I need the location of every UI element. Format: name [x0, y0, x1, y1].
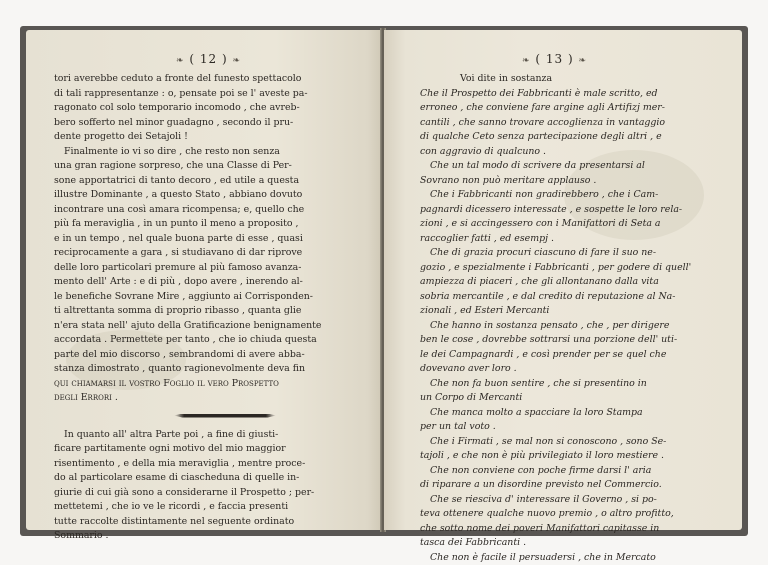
text-line: giurie di cui già sono a considerarne il Prospetto ; per-: [54, 486, 366, 501]
text-line: Che i Fabbricanti non gradirebbero , che i Cam-: [420, 188, 730, 203]
text-line: Che non conviene con poche firme darsi l' aria: [420, 464, 730, 479]
text-line: con aggravio di qualcuno .: [420, 145, 730, 160]
text-line: illustre Dominante , a questo Stato , abbiano dovuto: [54, 188, 366, 203]
text-line: Che di grazia procuri ciascuno di fare il suo ne-: [420, 246, 730, 261]
text-line: Che il Prospetto dei Fabbricanti è male scritto, ed: [420, 87, 730, 102]
text-line: più fa meraviglia , in un punto il meno a proposito ,: [54, 217, 366, 232]
text-line: Finalmente io vi so dire , che resto non senza: [54, 145, 366, 160]
text-line: bero sofferto nel minor guadagno , secondo il pru-: [54, 116, 366, 131]
section-heading: Voi dite in sostanza: [420, 72, 730, 87]
text-line: una gran ragione sorpreso, che una Classe di Per-: [54, 159, 366, 174]
text-line: degli Errori .: [54, 391, 366, 406]
text-line: di qualche Ceto senza partecipazione degli altri , e: [420, 130, 730, 145]
text-line: le benefiche Sovrane Mire , aggiunto ai Corrisponden-: [54, 290, 366, 305]
text-line: tajoli , e che non è più privilegiato il loro mestiere .: [420, 449, 730, 464]
page-number-left: ❧ ( 12 ) ❧: [176, 52, 241, 66]
section-divider: [54, 406, 366, 428]
text-line: Che non è facile il persuadersi , che in Mercato: [420, 551, 730, 565]
text-line: un Corpo di Mercanti: [420, 391, 730, 406]
text-line: dovevano aver loro .: [420, 362, 730, 377]
text-line: ben le cose , dovrebbe sottrarsi una porzione dell' uti-: [420, 333, 730, 348]
text-line: di riparare a un disordine previsto nel Commercio.: [420, 478, 730, 493]
text-line: qui chiamarsi il vostro Foglio il vero Prospetto: [54, 377, 366, 392]
text-line: ampiezza di piaceri , che gli allontanano dalla vita: [420, 275, 730, 290]
ornament-icon: ❧: [232, 56, 241, 66]
text-line: ragonato col solo temporario incomodo , che avreb-: [54, 101, 366, 116]
text-line: In quanto all' altra Parte poi , a fine di giusti-: [54, 428, 366, 443]
text-line: mento dell' Arte : e di più , dopo avere , inerendo al-: [54, 275, 366, 290]
ornament-icon: ❧: [176, 56, 185, 66]
text-line: n'era stata nell' ajuto della Gratificazione benignamente: [54, 319, 366, 334]
text-line: cantili , che sanno trovare accoglienza in vantaggio: [420, 116, 730, 131]
text-line: tasca dei Fabbricanti .: [420, 536, 730, 551]
text-line: Sommario .: [54, 529, 366, 544]
text-line: zionali , ed Esteri Mercanti: [420, 304, 730, 319]
text-line: per un tal voto .: [420, 420, 730, 435]
right-page-text: [420, 72, 730, 565]
text-line: accordata . Permettete per tanto , che io chiuda questa: [54, 333, 366, 348]
text-line: pagnardi dicessero interessate , e sospette le loro rela-: [420, 203, 730, 218]
text-line: raccoglier fatti , ed esempj .: [420, 232, 730, 247]
text-line: zioni , e si accingessero con i Manifattori di Seta a: [420, 217, 730, 232]
text-line: Che non fa buon sentire , che si presentino in: [420, 377, 730, 392]
text-line: sone apportatrici di tanto decoro , ed utile a questa: [54, 174, 366, 189]
ornament-icon: ❧: [522, 56, 531, 66]
text-line: delle loro particolari premure al più famoso avanza-: [54, 261, 366, 276]
text-line: le dei Campagnardi , e così prender per se quel che: [420, 348, 730, 363]
text-line: risentimento , e della mia meraviglia , mentre proce-: [54, 457, 366, 472]
text-line: e in un tempo , nel quale buona parte di esse , quasi: [54, 232, 366, 247]
text-line: incontrare una così amara ricompensa; e, quello che: [54, 203, 366, 218]
text-line: tutte raccolte distintamente nel seguente ordinato: [54, 515, 366, 530]
text-line: ficare partitamente ogni motivo del mio maggior: [54, 442, 366, 457]
text-line: di tali rappresentanze : o, pensate poi se l' aveste pa-: [54, 87, 366, 102]
text-line: Sovrano non può meritare applauso .: [420, 174, 730, 189]
page-number-value: 13: [546, 52, 563, 66]
page-number-value: 12: [200, 52, 217, 66]
ornament-icon: ❧: [578, 56, 587, 66]
text-line: mettetemi , che io ve le ricordi , e faccia presenti: [54, 500, 366, 515]
text-line: do al particolare esame di ciascheduna di quelle in-: [54, 471, 366, 486]
right-page: [384, 30, 742, 530]
text-line: reciprocamente a gara , si studiavano di dar riprove: [54, 246, 366, 261]
text-line: erroneo , che conviene fare argine agli Artifizj mer-: [420, 101, 730, 116]
text-line: sobria mercantile , e dal credito di reputazione al Na-: [420, 290, 730, 305]
text-line: Che i Firmati , se mal non si conoscono , sono Se-: [420, 435, 730, 450]
text-line: teva ottenere qualche nuovo premio , o altro profitto,: [420, 507, 730, 522]
text-line: Che manca molto a spacciare la loro Stampa: [420, 406, 730, 421]
text-line: dente progetto dei Setajoli !: [54, 130, 366, 145]
left-page: [26, 30, 382, 530]
text-line: parte del mio discorso , sembrandomi di avere abba-: [54, 348, 366, 363]
left-page-text: [54, 72, 366, 544]
page-number-right: ❧ ( 13 ) ❧: [522, 52, 587, 66]
text-line: tori averebbe ceduto a fronte del funesto spettacolo: [54, 72, 366, 87]
text-line: gozio , e spezialmente i Fabbricanti , per godere di quell': [420, 261, 730, 276]
text-line: Che se riesciva d' interessare il Governo , si po-: [420, 493, 730, 508]
divider-rule: [174, 414, 276, 418]
text-line: Che un tal modo di scrivere da presentarsi al: [420, 159, 730, 174]
text-line: ti altrettanta somma di proprio ribasso , quanta glie: [54, 304, 366, 319]
text-line: stanza dimostrato , quanto ragionevolmente deva fin: [54, 362, 366, 377]
text-line: Che hanno in sostanza pensato , che , per dirigere: [420, 319, 730, 334]
text-line: che sotto nome dei poveri Manifattori capitasse in: [420, 522, 730, 537]
